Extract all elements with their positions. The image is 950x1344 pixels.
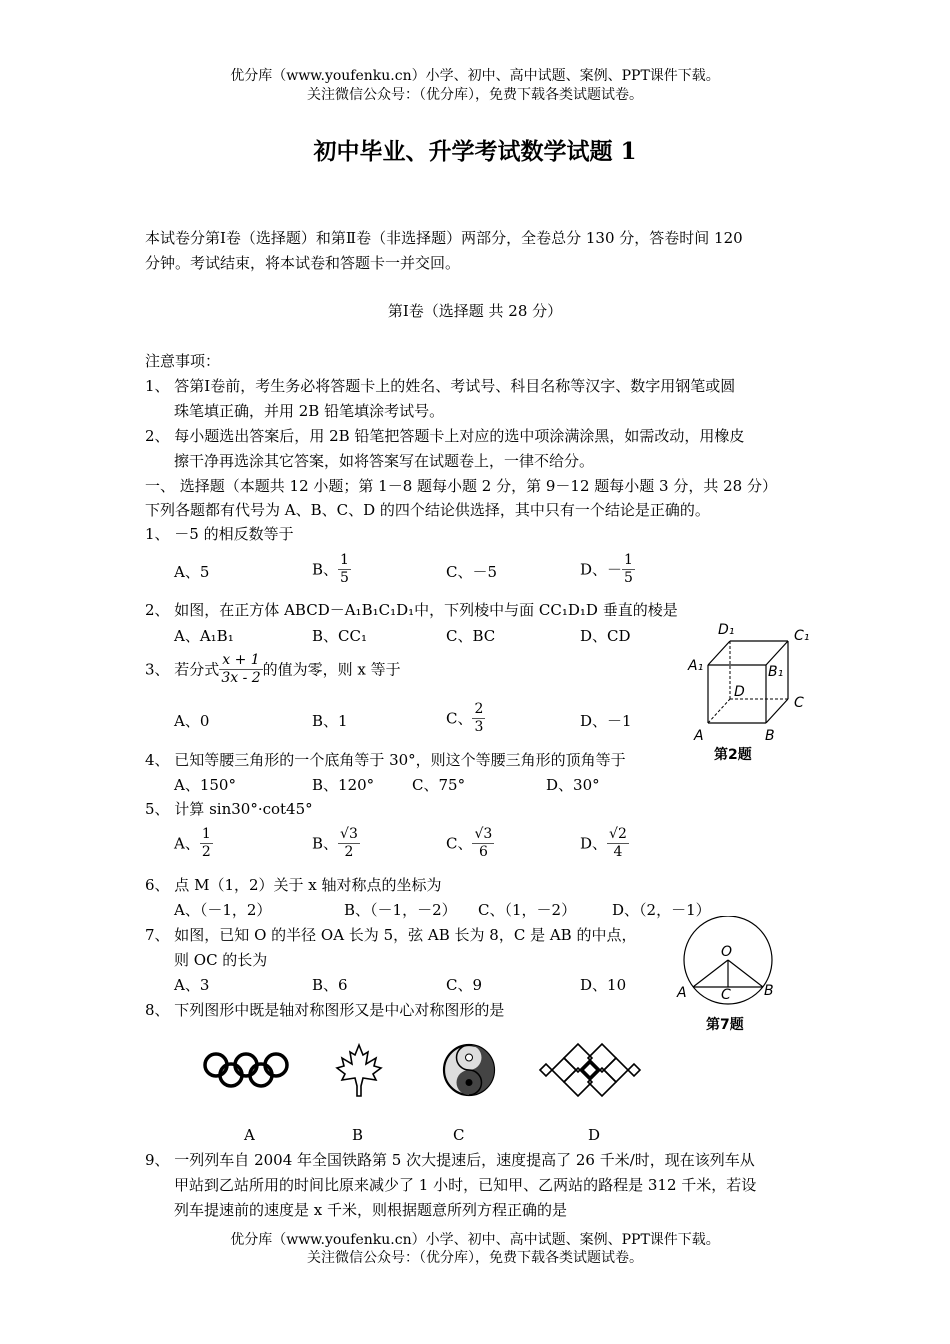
q1-option-d-label: D、－ (580, 560, 623, 579)
q1-b-numerator: 1 (340, 552, 349, 568)
q3-option-a: A、0 (174, 712, 210, 730)
diamond-lattice-figure (538, 1040, 642, 1100)
q5-option-d (580, 826, 629, 861)
cube-label-d1: D₁ (718, 622, 735, 638)
olympic-rings-figure (200, 1050, 292, 1090)
q3-option-c-fraction (472, 701, 485, 736)
edge-a-d-hidden (708, 699, 730, 723)
q2-option-d: D、CD (580, 627, 631, 645)
q7-option-d: D、10 (580, 976, 627, 994)
q5-option-a (174, 826, 213, 861)
q1-option-c: C、－5 (446, 563, 498, 581)
q7-option-a: A、3 (174, 976, 210, 994)
q1-option-b (312, 552, 351, 587)
q6-option-d: D、（2，－1） (612, 901, 711, 919)
radius-oa (693, 960, 728, 987)
edge-a1-d1 (708, 641, 730, 665)
circle-label-a: A (677, 985, 687, 1001)
maple-leaf-figure (334, 1042, 384, 1098)
footer-line-1: 优分库（www.youfenku.cn）小学、初中、高中试题、案例、PPT课件下载。 (230, 1232, 720, 1248)
q4-option-a: A、150° (174, 776, 236, 794)
cube-label-b1: B₁ (768, 664, 784, 680)
q7-stem-line-a: 7、 如图，已知 O 的半径 OA 长为 5，弦 AB 长为 8，C 是 AB 的中点， (145, 926, 637, 944)
q8-label-d: D (588, 1126, 601, 1144)
q3-numerator: x + 1 (219, 652, 262, 670)
header-line-2: 关注微信公众号：（优分库），免费下载各类试题试卷。 (307, 87, 643, 103)
yin-yang-figure (441, 1042, 497, 1098)
part1-heading: 一、 选择题（本题共 12 小题；第 1－8 题每小题 2 分，第 9－12 题每小题 3 分，共 28 分） (145, 477, 777, 495)
q5-d-denominator: 4 (613, 844, 623, 860)
q3-fraction (219, 652, 262, 687)
q5-option-b (312, 826, 360, 861)
q5-b-denominator: 2 (344, 844, 354, 860)
q1-option-d (580, 552, 635, 587)
circle-label-o: O (721, 944, 733, 960)
q1-d-numerator: 1 (624, 552, 633, 568)
part1-desc: 下列各题都有代号为 A、B、C、D 的四个结论供选择，其中只有一个结论是正确的。 (145, 501, 710, 519)
q3-c-denominator: 3 (474, 719, 484, 735)
note-2-line-b: 擦干净再选涂其它答案，如将答案写在试题卷上，一律不给分。 (174, 452, 595, 470)
diamond-1 (552, 1058, 576, 1082)
note-1-line-a: 1、 答第Ⅰ卷前，考生务必将答题卡上的姓名、考试号、科目名称等汉字、数字用钢笔或圆 (145, 377, 736, 395)
maple-leaf-outline (337, 1045, 381, 1096)
q3-option-c-label: C、 (446, 709, 473, 728)
q3-stem-pre: 3、 若分式 (145, 660, 220, 679)
edge-b1-c1 (766, 641, 788, 665)
q5-option-c-fraction (472, 826, 494, 861)
q8-label-c: C (453, 1126, 465, 1144)
q5-a-numerator: 1 (201, 826, 211, 842)
q1-option-d-fraction (622, 552, 635, 587)
diamond-left-tip (540, 1064, 552, 1076)
q1-d-denominator: 5 (624, 570, 633, 586)
q5-option-d-label: D、 (580, 834, 608, 853)
q3-stem (145, 652, 401, 687)
q2-option-b: B、CC₁ (312, 627, 367, 645)
q2-option-a: A、A₁B₁ (174, 627, 234, 645)
q5-d-numerator: √2 (609, 826, 627, 842)
q2-option-c: C、BC (446, 627, 496, 645)
circle-caption: 第7题 (706, 1017, 744, 1033)
q1-b-denominator: 5 (340, 570, 349, 586)
q9-line-1: 9、 一列列车自 2004 年全国铁路第 5 次大提速后，速度提高了 26 千米/时，现在该列车从 (145, 1151, 755, 1169)
q6-option-c: C、（1，－2） (478, 901, 577, 919)
q5-option-d-fraction (607, 826, 629, 861)
q1-option-b-label: B、 (312, 560, 339, 579)
edge-b-c (766, 699, 788, 723)
q5-option-c-label: C、 (446, 834, 473, 853)
q6-stem: 6、 点 M（1，2）关于 x 轴对称点的坐标为 (145, 876, 442, 894)
q4-option-d: D、30° (546, 776, 600, 794)
q3-option-b: B、1 (312, 712, 348, 730)
q5-option-a-fraction (200, 826, 213, 861)
yin-yang-dot-2 (466, 1079, 473, 1086)
q3-c-numerator: 2 (474, 701, 484, 717)
segment-ob (728, 960, 763, 987)
q1-option-a: A、5 (174, 563, 210, 581)
q6-option-b: B、（－1，－2） (344, 901, 457, 919)
header-line-1: 优分库（www.youfenku.cn）小学、初中、高中试题、案例、PPT课件下载。 (230, 68, 720, 84)
diamond-right-tip (628, 1064, 640, 1076)
cube-label-c: C (794, 695, 804, 711)
q1-option-b-fraction (338, 552, 351, 587)
q7-option-b: B、6 (312, 976, 348, 994)
q8-label-a: A (244, 1126, 255, 1144)
q4-stem: 4、 已知等腰三角形的一个底角等于 30°，则这个等腰三角形的顶角等于 (145, 751, 626, 769)
q3-stem-post: 的值为零，则 x 等于 (262, 660, 401, 679)
q5-option-a-label: A、 (174, 834, 200, 853)
q5-option-b-label: B、 (312, 834, 339, 853)
q8-label-b: B (352, 1126, 364, 1144)
section-title: 第Ⅰ卷（选择题 共 28 分） (387, 302, 563, 320)
note-1-line-b: 珠笔填正确，并用 2B 铅笔填涂考试号。 (174, 402, 445, 420)
q5-c-denominator: 6 (478, 844, 488, 860)
q4-option-c: C、75° (412, 776, 466, 794)
notes-heading: 注意事项： (145, 352, 221, 370)
q9-line-3: 列车提速前的速度是 x 千米，则根据题意所列方程正确的是 (174, 1201, 567, 1219)
q5-a-denominator: 2 (201, 844, 211, 860)
q9-line-2: 甲站到乙站所用的时间比原来减少了 1 小时，已知甲、乙两站的路程是 312 千米，若设 (174, 1176, 757, 1194)
q5-c-numerator: √3 (474, 826, 493, 842)
circle-figure (676, 916, 786, 1016)
q7-option-c: C、9 (446, 976, 483, 994)
q5-b-numerator: √3 (340, 826, 358, 842)
q1-stem: 1、 －5 的相反数等于 (145, 525, 294, 543)
q3-denominator: 3x - 2 (221, 670, 261, 686)
cube-label-a: A (694, 728, 704, 744)
diamond-6 (604, 1058, 628, 1082)
intro-line-1: 本试卷分第Ⅰ卷（选择题）和第Ⅱ卷（非选择题）两部分，全卷总分 130 分，答卷时间 120 (145, 229, 743, 247)
cube-label-b: B (765, 728, 775, 744)
q5-option-b-fraction (338, 826, 360, 861)
q8-stem: 8、 下列图形中既是轴对称图形又是中心对称图形的是 (145, 1001, 505, 1019)
q3-option-d: D、－1 (580, 712, 632, 730)
page-title: 初中毕业、升学考试数学试题 1 (313, 138, 637, 165)
cube-label-d: D (734, 684, 745, 700)
q5-option-c (446, 826, 494, 861)
note-2-line-a: 2、 每小题选出答案后，用 2B 铅笔把答题卡上对应的选中项涂满涂黑，如需改动，用橡皮 (145, 427, 745, 445)
q4-option-b: B、120° (312, 776, 375, 794)
diamond-center (582, 1062, 598, 1078)
q7-stem-line-b: 则 OC 的长为 (174, 951, 268, 969)
cube-label-a1: A₁ (688, 658, 704, 674)
intro-line-2: 分钟。考试结束，将本试卷和答题卡一并交回。 (145, 254, 461, 272)
q5-stem: 5、 计算 sin30°·cot45° (145, 800, 313, 818)
circle-label-b: B (764, 983, 774, 999)
cube-caption: 第2题 (714, 747, 752, 763)
yin-yang-dot-1 (466, 1054, 473, 1061)
footer-line-2: 关注微信公众号：（优分库），免费下载各类试题试卷。 (307, 1250, 643, 1266)
circle-label-c: C (721, 987, 731, 1003)
q2-stem: 2、 如图，在正方体 ABCD－A₁B₁C₁D₁中，下列棱中与面 CC₁D₁D 垂直的棱是 (145, 601, 678, 619)
q3-option-c (446, 701, 485, 736)
cube-label-c1: C₁ (794, 628, 810, 644)
q6-option-a: A、（－1，2） (174, 901, 272, 919)
